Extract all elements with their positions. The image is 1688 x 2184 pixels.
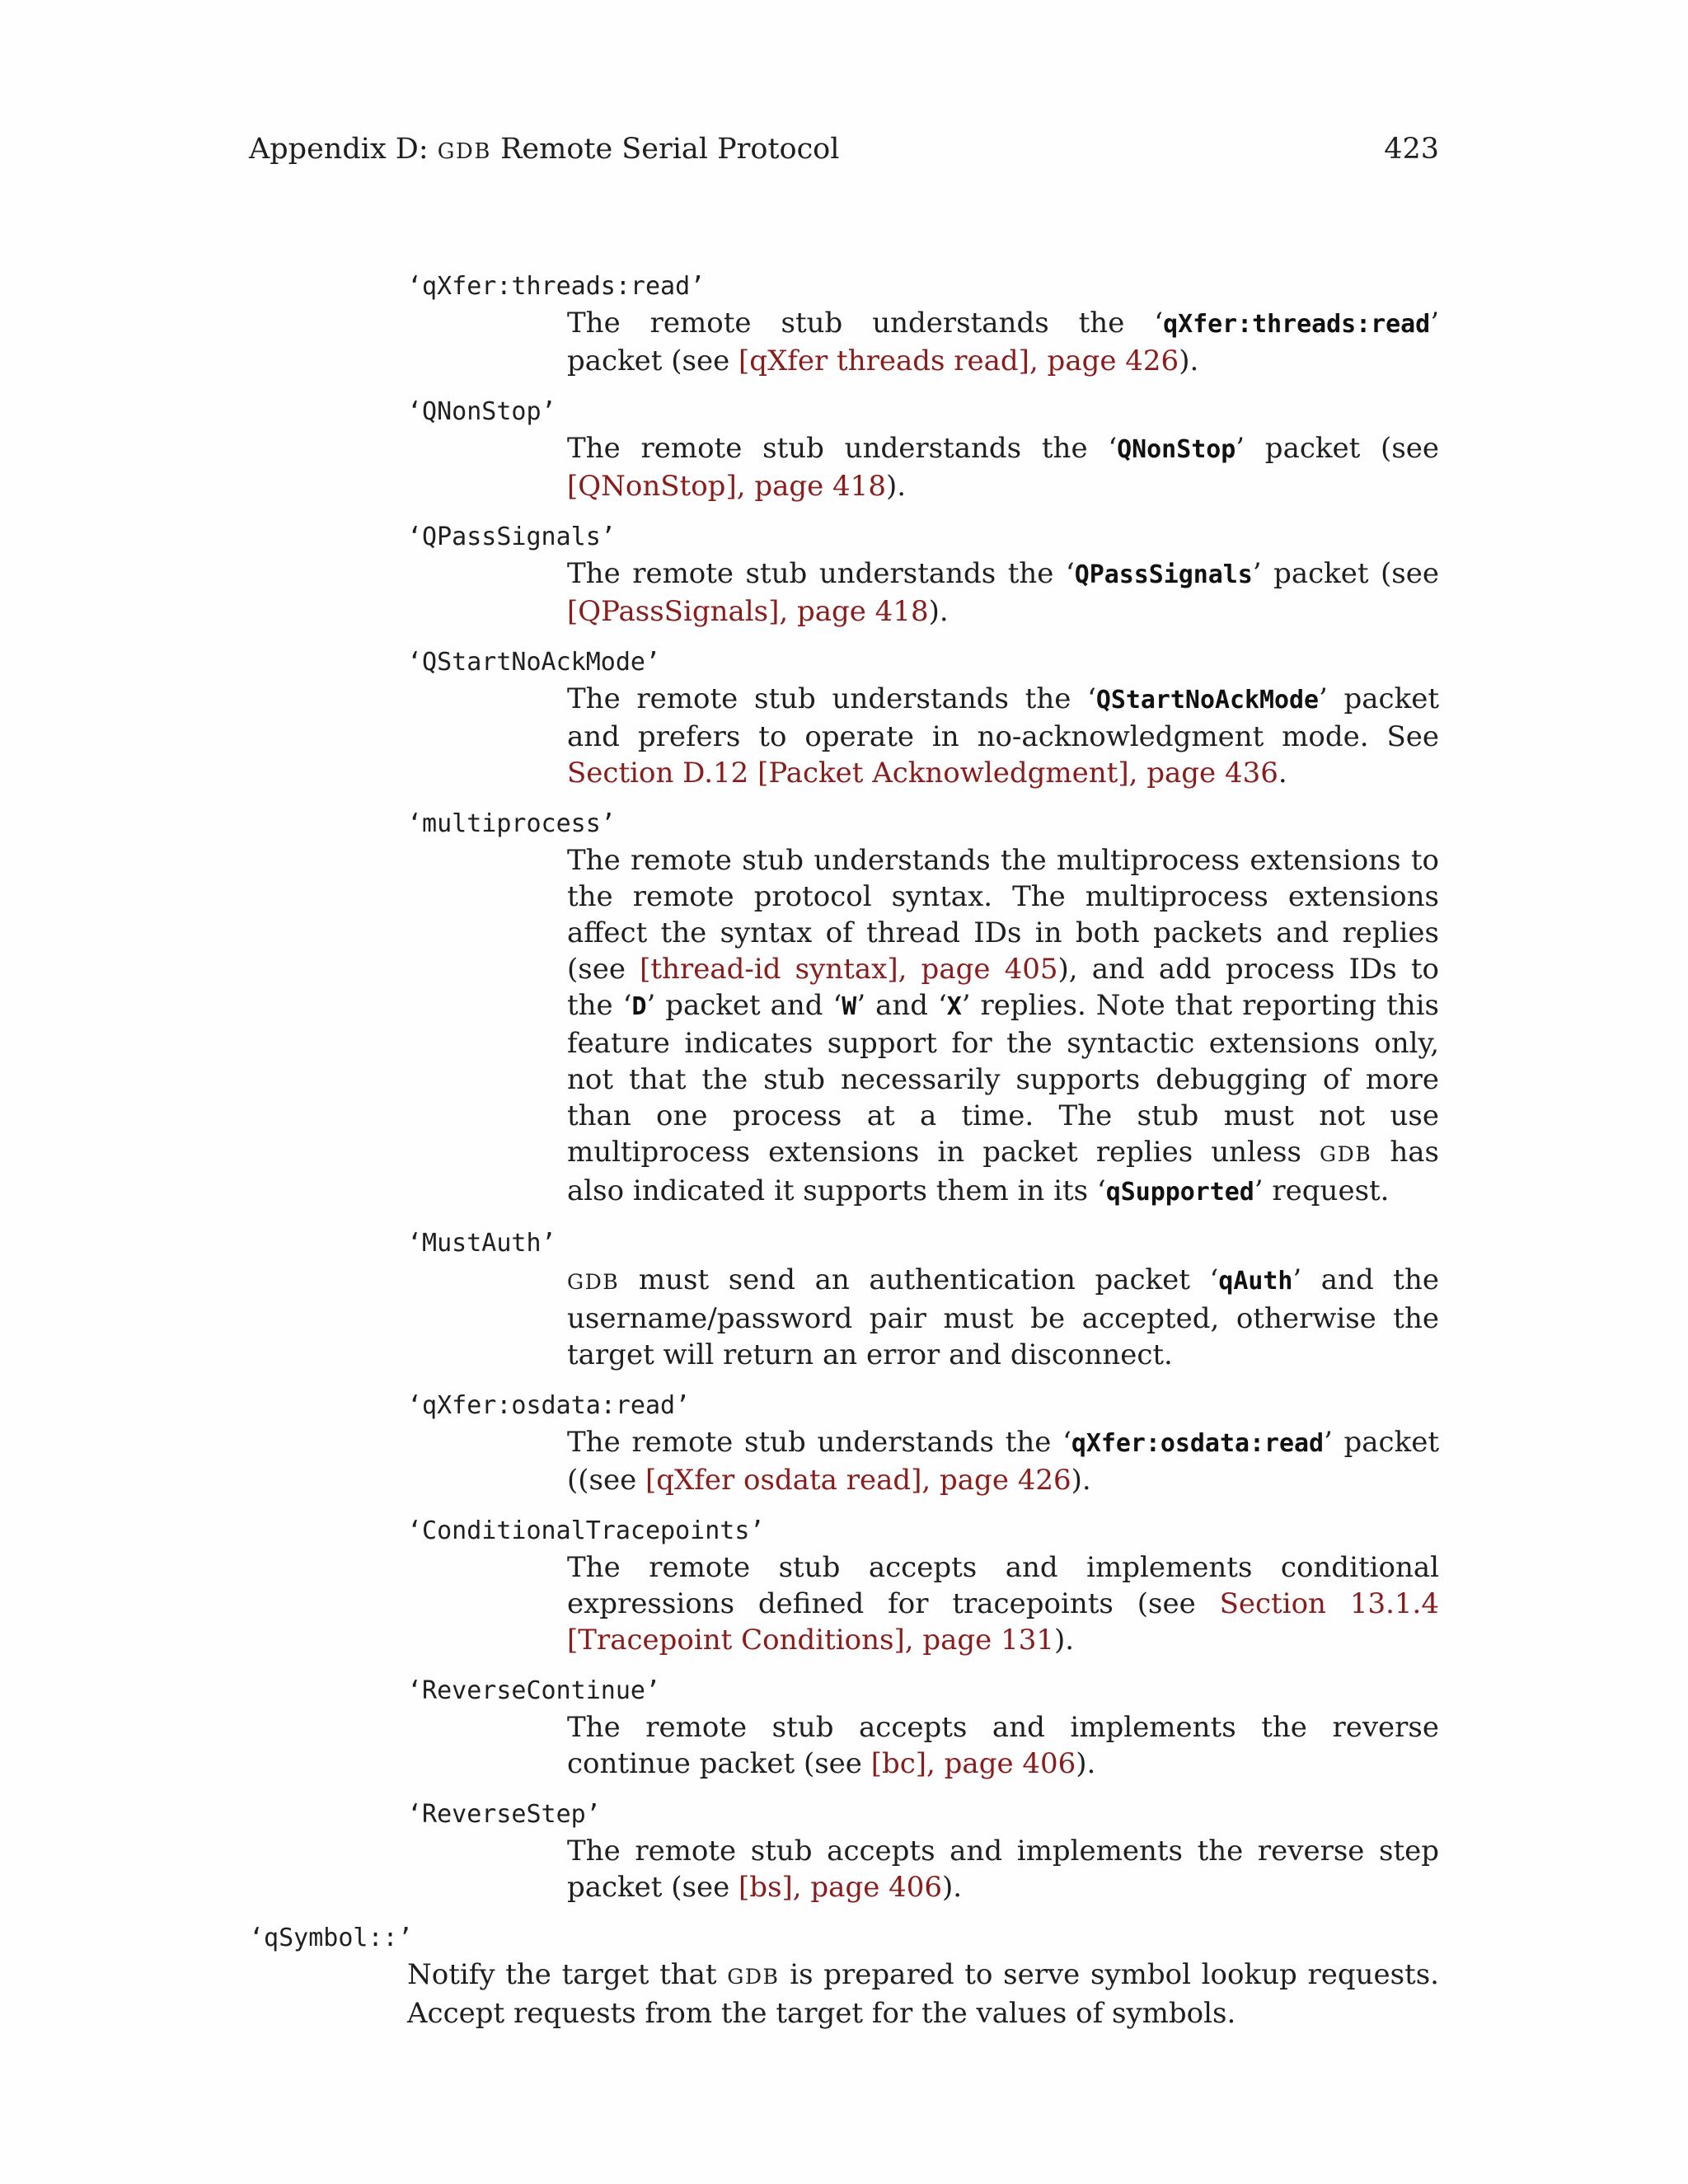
text: ’ and ‘ <box>856 989 947 1022</box>
feature-term: ‘qXfer:osdata:read’ <box>407 1391 691 1420</box>
text: ). <box>885 470 907 503</box>
feature-description <box>567 555 1439 630</box>
inline-code: qXfer:osdata:read <box>1071 1429 1324 1458</box>
inline-code: qAuth <box>1218 1267 1293 1296</box>
packet-description <box>407 1957 1439 2032</box>
packet-term: ‘qSymbol::’ <box>249 1924 413 1952</box>
text: ’ packet (see <box>567 307 1439 377</box>
cross-reference-link[interactable]: [qXfer threads read], page 426 <box>738 344 1179 377</box>
feature-description <box>567 1262 1439 1373</box>
feature-entry-qstartnoackmode <box>407 644 1439 791</box>
inline-code: qXfer:threads:read <box>1163 310 1431 339</box>
cross-reference-link[interactable]: [bs], page 406 <box>738 1871 943 1904</box>
feature-entry-reversestep <box>407 1797 1439 1905</box>
text: ’ packet (see <box>1252 557 1439 590</box>
feature-term: ‘QStartNoAckMode’ <box>407 648 661 677</box>
cross-reference-link[interactable]: [thread-id syntax], page 405 <box>640 953 1058 986</box>
cross-reference-link[interactable]: [QPassSignals], page 418 <box>567 595 929 628</box>
feature-entry-multiprocess <box>407 806 1439 1211</box>
cross-reference-link[interactable]: Section D.12 [Packet Acknowledgment], page 436 <box>567 757 1278 790</box>
text: . <box>1278 757 1287 790</box>
inline-code: QStartNoAckMode <box>1095 686 1319 715</box>
cross-reference-link[interactable]: Section 13.1.4 [Tracepoint Conditions], page 131 <box>567 1587 1439 1657</box>
feature-description <box>567 842 1439 1211</box>
text: ). <box>1179 344 1199 377</box>
text: The remote stub accepts and implements conditional expressions defined for tracepoints (see <box>567 1551 1439 1620</box>
text: must send an authentication packet ‘ <box>619 1263 1219 1296</box>
feature-description <box>567 1833 1439 1905</box>
text: ). <box>1076 1747 1096 1780</box>
feature-entry-reversecontinue <box>407 1673 1439 1782</box>
page-number: 423 <box>1384 133 1439 166</box>
feature-entry-conditionaltracepoints <box>407 1513 1439 1658</box>
header-title-rest: Remote Serial Protocol <box>490 133 840 166</box>
feature-entry-qxfer-osdata-read <box>407 1388 1439 1498</box>
feature-term: ‘QNonStop’ <box>407 397 556 426</box>
text: ’ replies. Note that reporting this feature indicates support for the syntactic extensions only, not that the stub necessarily supports debugging of more than one process at a time. The stub must not use multiprocess extensions in packet replies unless <box>567 989 1439 1169</box>
feature-description <box>567 305 1439 379</box>
text: The remote stub understands the ‘ <box>567 1426 1071 1459</box>
text: ’ packet (see <box>1236 432 1440 465</box>
feature-term: ‘ReverseContinue’ <box>407 1676 661 1705</box>
feature-term: ‘qXfer:threads:read’ <box>407 272 706 301</box>
feature-term: ‘ConditionalTracepoints’ <box>407 1516 765 1545</box>
feature-description <box>567 681 1439 791</box>
text: The remote stub accepts and implements the reverse continue packet (see <box>567 1711 1439 1780</box>
text: has also indicated it supports them in its ‘ <box>567 1136 1439 1207</box>
text: ). <box>928 595 949 628</box>
text: The remote stub understands the ‘ <box>567 432 1118 465</box>
text: The remote stub accepts and implements the reverse step packet (see <box>567 1835 1439 1904</box>
packet-entry-qsymbol <box>249 1920 1439 2032</box>
text: The remote stub understands the ‘ <box>567 682 1096 715</box>
feature-term: ‘QPassSignals’ <box>407 523 616 551</box>
text: ), and add process IDs to the ‘ <box>567 953 1439 1022</box>
inline-code: X <box>946 992 962 1021</box>
text: The remote stub understands the ‘ <box>567 307 1164 340</box>
cross-reference-link[interactable]: [qXfer osdata read], page 426 <box>645 1464 1071 1497</box>
cross-reference-link[interactable]: [bc], page 406 <box>870 1747 1076 1780</box>
gdb-smallcaps: GDB <box>1320 1142 1372 1166</box>
feature-entry-qxfer-threads-read <box>407 269 1439 379</box>
feature-term: ‘MustAuth’ <box>407 1229 556 1258</box>
inline-code: QNonStop <box>1117 435 1236 464</box>
inline-code: D <box>631 992 647 1021</box>
text: ). <box>1071 1464 1091 1497</box>
inline-code: W <box>842 992 857 1021</box>
text: ). <box>942 1871 963 1904</box>
feature-entry-qnonstop <box>407 394 1439 504</box>
text: The remote stub understands the multiprocess extensions to the remote protocol syntax. The multiprocess extensions affect the syntax of thread IDs in both packets and replies (see <box>567 844 1439 986</box>
gdb-smallcaps: GDB <box>727 1965 780 1989</box>
inline-code: qSupported <box>1105 1178 1254 1207</box>
text: ’ request. <box>1254 1174 1390 1207</box>
text: ’ packet and prefers to operate in no-acknowledgment mode. See <box>567 682 1439 753</box>
header-appendix-prefix: Appendix D: <box>249 133 438 166</box>
running-header <box>249 130 839 171</box>
text: ). <box>1053 1624 1075 1657</box>
header-gdb: GDB <box>437 139 491 164</box>
feature-term: ‘multiprocess’ <box>407 809 616 838</box>
feature-entry-qpasssignals <box>407 519 1439 630</box>
feature-description <box>567 1709 1439 1782</box>
cross-reference-link[interactable]: [QNonStop], page 418 <box>567 470 886 503</box>
text: The remote stub understands the ‘ <box>567 557 1075 590</box>
text: Notify the target that <box>407 1958 728 1991</box>
text: is prepared to serve symbol lookup requests. Accept requests from the target for the values of symbols. <box>407 1958 1439 2030</box>
feature-description <box>567 430 1439 504</box>
feature-term: ‘ReverseStep’ <box>407 1800 601 1829</box>
feature-description <box>567 1549 1439 1658</box>
gdb-smallcaps: GDB <box>567 1270 620 1294</box>
text: ’ packet and ‘ <box>646 989 842 1022</box>
text: ’ and the username/password pair must be accepted, otherwise the target will return an error and disconnect. <box>567 1263 1439 1371</box>
page-content <box>249 269 1439 2032</box>
feature-description <box>567 1424 1439 1498</box>
inline-code: QPassSignals <box>1074 560 1253 589</box>
text: ’ packet ((see <box>567 1426 1439 1497</box>
feature-entry-mustauth <box>407 1226 1439 1373</box>
